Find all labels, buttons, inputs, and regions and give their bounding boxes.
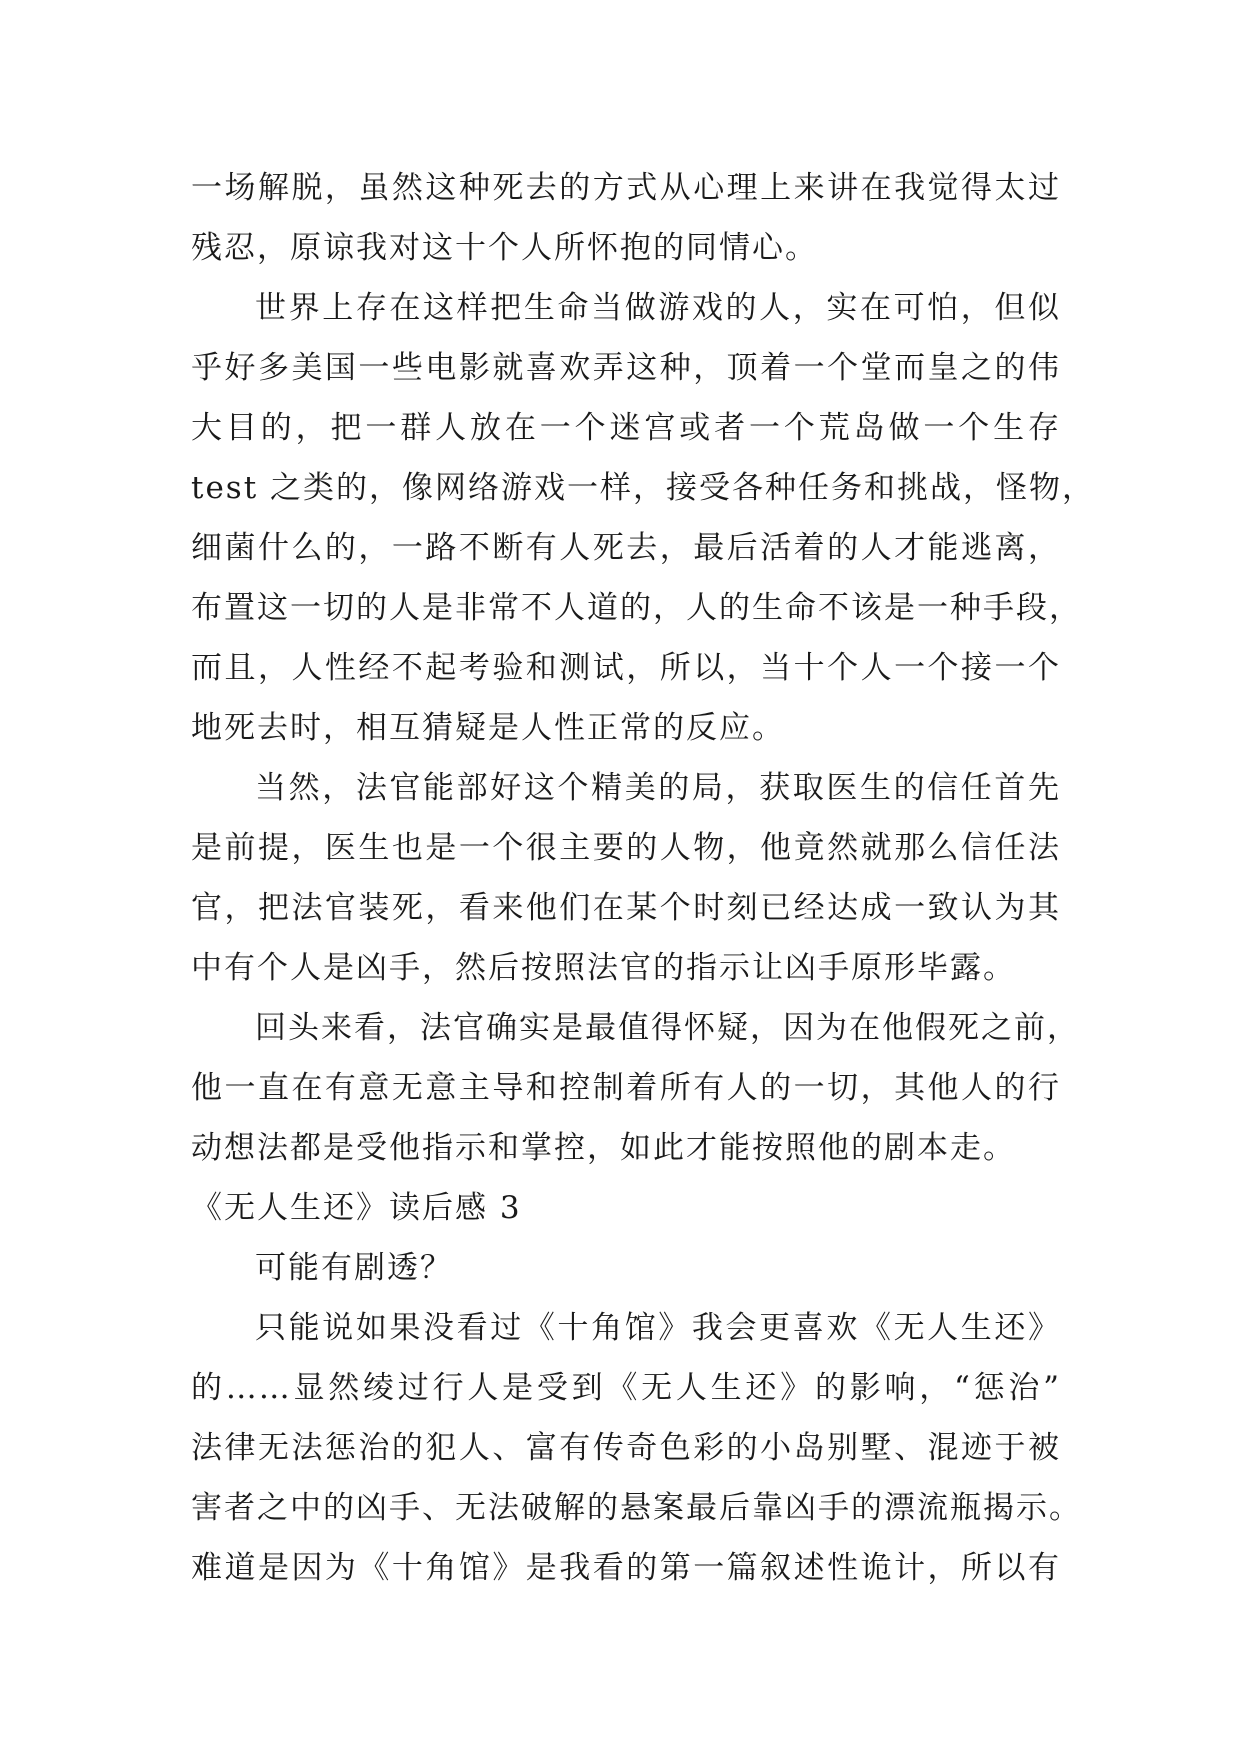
- text-line: 可能有剧透？: [255, 1250, 453, 1286]
- text-line: 布置这一切的人是非常不人道的，人的生命不该是一种手段，: [191, 590, 1082, 626]
- text-line: 动想法都是受他指示和掌控，如此才能按照他的剧本走。: [191, 1130, 1016, 1166]
- text-line: 而且，人性经不起考验和测试，所以，当十个人一个接一个: [191, 650, 1061, 686]
- text-line: 法律无法惩治的犯人、富有传奇色彩的小岛别墅、混迹于被: [191, 1430, 1061, 1466]
- paragraph: [191, 998, 1080, 1178]
- paragraph: [191, 1238, 1061, 1298]
- text-line: 害者之中的凶手、无法破解的悬案最后靠凶手的漂流瓶揭示。: [191, 1490, 1082, 1526]
- text-line: 当然，法官能部好这个精美的局，获取医生的信任首先: [255, 770, 1061, 806]
- text-line: 一场解脱，虽然这种死去的方式从心理上来讲在我觉得太过: [191, 170, 1061, 206]
- text-line: 难道是因为《十角馆》是我看的第一篇叙述性诡计，所以有: [191, 1550, 1061, 1586]
- text-line: test 之类的，像网络游戏一样，接受各种任务和挑战，怪物，: [191, 470, 1096, 506]
- text-line: 乎好多美国一些电影就喜欢弄这种，顶着一个堂而皇之的伟: [191, 350, 1061, 386]
- text-line: 残忍，原谅我对这十个人所怀抱的同情心。: [191, 230, 818, 266]
- text-line: 回头来看，法官确实是最值得怀疑，因为在他假死之前，: [255, 1010, 1080, 1046]
- document-body: [191, 158, 1096, 1598]
- text-line: 中有个人是凶手，然后按照法官的指示让凶手原形毕露。: [191, 950, 1016, 986]
- text-line: 细菌什么的，一路不断有人死去，最后活着的人才能逃离，: [191, 530, 1061, 566]
- text-line: 他一直在有意无意主导和控制着所有人的一切，其他人的行: [191, 1070, 1061, 1106]
- text-line: 世界上存在这样把生命当做游戏的人，实在可怕，但似: [255, 290, 1061, 326]
- paragraph: [191, 278, 1096, 758]
- text-line: 大目的，把一群人放在一个迷宫或者一个荒岛做一个生存: [191, 410, 1061, 446]
- text-line: 官，把法官装死，看来他们在某个时刻已经达成一致认为其: [191, 890, 1061, 926]
- text-line: 的……显然绫过行人是受到《无人生还》的影响，“惩治”: [191, 1370, 1061, 1406]
- paragraph: [191, 758, 1061, 998]
- section-heading: 《无人生还》读后感 3: [191, 1190, 522, 1226]
- paragraph: [191, 158, 1061, 278]
- text-line: 是前提，医生也是一个很主要的人物，他竟然就那么信任法: [191, 830, 1061, 866]
- text-line: 只能说如果没看过《十角馆》我会更喜欢《无人生还》: [255, 1310, 1061, 1346]
- paragraph: [191, 1298, 1082, 1598]
- text-line: 地死去时，相互猜疑是人性正常的反应。: [191, 710, 785, 746]
